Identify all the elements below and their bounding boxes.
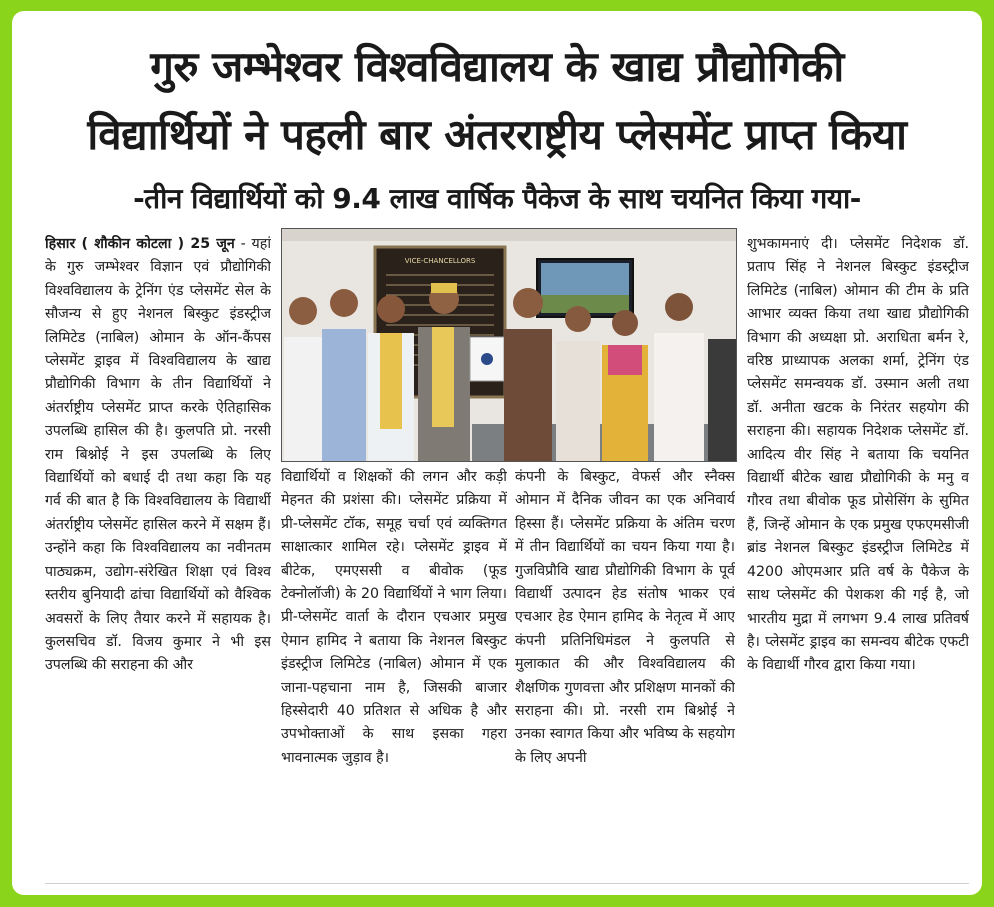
person-6 <box>556 341 600 461</box>
headline-line-2: विद्यार्थियों ने पहली बार अंतरराष्ट्रीय प्लेसमेंट प्राप्त किया <box>87 110 907 159</box>
column-3-text: कंपनी के बिस्कुट, वेफर्स और स्नैक्स ओमान में दैनिक जीवन का एक अनिवार्य हिस्सा हैं। प्लेसमेंट प्रक्रिया के अंतिम चरण में तीन विद्यार्थियों का चयन किया गया है। गुजविप्रौवि खाद्य प्रौद्योगिकी विभाग के पूर्व विद्यार्थी उत्पादन हेड संतोष भाकर एवं एचआर हेड ऐमान हामिद के नेतृत्व में आए कंपनी प्रतिनिधिमंडल ने कुलपति से मुलाकात की और विश्वविद्यालय की शैक्षणिक गुणवत्ता और प्रशिक्षण मानकों की सराहना की। प्रो. नरसी राम बिश्नोई ने उनका स्वागत किया और भविष्य के सहयोग के लिए अपनी <box>515 469 735 766</box>
person-9 <box>708 339 736 461</box>
newspaper-clipping <box>12 11 982 895</box>
article-column-3 <box>515 466 735 876</box>
person-2 <box>322 329 366 461</box>
bottom-rule <box>45 883 969 884</box>
honor-board-heading: VICE-CHANCELLORS <box>404 257 476 265</box>
article-column-1 <box>45 233 271 878</box>
column-1-text: - यहां के गुरु जम्भेश्वर विज्ञान एवं प्रौद्योगिकी विश्वविद्यालय के ट्रेनिंग एंड प्लेसमेंट सेल के सौजन्य से हुए नेशनल बिस्कुट इंडस्ट्रीज लिमिटेड (नाबिल) ओमान के ऑन-कैंपस प्लेसमेंट ड्राइव में विश्वविद्यालय के खाद्य प्रौद्योगिकी विभाग के तीन विद्यार्थियों ने अंतर्राष्ट्रीय प्लेसमेंट प्राप्त करके ऐतिहासिक उपलब्धि हासिल की है। कुलपति प्रो. नरसी राम बिश्नोई ने इस उपलब्धि के लिए विद्यार्थियों को बधाई दी तथा कहा कि यह गर्व की बात है कि विश्वविद्यालय के विद्यार्थी अंतर्राष्ट्रीय प्लेसमेंट हासिल करने में सक्षम हैं। उन्होंने कहा कि विश्वविद्यालय का नवीनतम पाठ्यक्रम, उद्योग-संरेखित शिक्षा एवं विश्व स्तरीय बुनियादी ढांचा विद्यार्थियों को वैश्विक अवसरों के लिए तैयार करने में सहायक है। कुलसचिव डॉ. विजय कुमार ने भी इस उपलब्धि की सराहना की और <box>45 236 271 674</box>
headline-line-1: गुरु जम्भेश्वर विश्वविद्यालय के खाद्य प्रौद्योगिकी <box>150 42 844 91</box>
news-photo <box>281 228 737 462</box>
column-4-text: शुभकामनाएं दी। प्लेसमेंट निदेशक डॉ. प्रताप सिंह ने नेशनल बिस्कुट इंडस्ट्रीज लिमिटेड (नाबिल) ओमान की टीम के प्रति आभार व्यक्त किया तथा खाद्य प्रौद्योगिकी विभाग की अध्यक्षा प्रो. अराधिता बर्मन रे, वरिष्ठ प्राध्यापक अलका शर्मा, ट्रेनिंग एंड प्लेसमेंट समन्वयक डॉ. उस्मान अली तथा डॉ. अनीता खटक के निरंतर सहयोग की सराहना की। सहायक निदेशक प्लेसमेंट डॉ. आदित्य वीर सिंह ने बताया कि चयनित विद्यार्थी बीटेक खाद्य प्रौद्योगिकी के मनु व गौरव तथा बीवोक फूड प्रोसेसिंग के सुमित हैं, जिन्हें ओमान के एक प्रमुख एफएमसीजी ब्रांड नेशनल बिस्कुट इंडस्ट्रीज लिमिटेड में 4200 ओएमआर प्रति वर्ष के पैकेज के साथ प्लेसमेंट की पेशकश की गई है, जो भारतीय मुद्रा में लगभग 9.4 लाख प्रतिवर्ष है। प्लेसमेंट ड्राइव का समन्वय बीटेक एफटी के विद्यार्थी गौरव द्वारा किया गया। <box>747 236 969 674</box>
column-1-paragraph <box>45 233 271 678</box>
person-8 <box>654 333 704 461</box>
article-column-2 <box>281 466 507 876</box>
article-column-4 <box>747 233 969 878</box>
group-photo-illustration <box>282 229 736 461</box>
person-1 <box>284 337 322 461</box>
column-2-text: विद्यार्थियों व शिक्षकों की लगन और कड़ी मेहनत की प्रशंसा की। प्लेसमेंट प्रक्रिया में प्री-प्लेसमेंट टॉक, समूह चर्चा एवं व्यक्तिगत साक्षात्कार शामिल रहे। प्लेसमेंट ड्राइव में बीटेक, एमएससी व बीवोक (फूड टेक्नोलॉजी) के 20 विद्यार्थियों ने भाग लिया। प्री-प्लेसमेंट वार्ता के दौरान एचआर प्रमुख ऐमान हामिद ने बताया कि नेशनल बिस्कुट इंडस्ट्रीज लिमिटेड (नाबिल) ओमान में एक जाना-पहचाना नाम है, जिसकी बाजार हिस्सेदारी 40 प्रतिशत से अधिक है और उपभोक्ताओं के साथ इसका गहरा भावनात्मक जुड़ाव है। <box>281 469 507 766</box>
dateline: हिसार ( शौकीन कोटला ) 25 जून <box>45 236 235 252</box>
photo-ceiling <box>282 229 736 241</box>
person-5 <box>504 329 552 461</box>
subheadline: -तीन विद्यार्थियों को 9.4 लाख वार्षिक पैकेज के साथ चयनित किया गया- <box>133 182 861 215</box>
